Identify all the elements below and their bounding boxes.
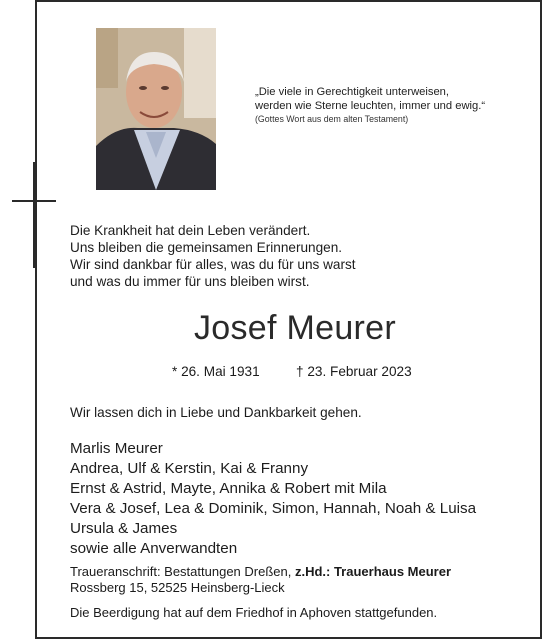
quote-line: werden wie Sterne leuchten, immer und ewig.“ — [255, 99, 486, 112]
cross-vertical — [33, 162, 35, 268]
cross-icon — [12, 200, 56, 202]
poem-line: Die Krankheit hat dein Leben verändert. — [70, 223, 311, 238]
mourner-line: Ursula & James — [70, 520, 178, 537]
mourner-line: Ernst & Astrid, Mayte, Annika & Robert mit Mila — [70, 480, 387, 497]
birth-date: * 26. Mai 1931 — [172, 364, 260, 379]
bible-quote — [255, 86, 535, 125]
poem-line: und was du immer für uns bleiben wirst. — [70, 274, 310, 289]
deceased-name: Josef Meurer — [193, 309, 396, 347]
death-date: † 23. Februar 2023 — [296, 364, 412, 379]
mourner-line: sowie alle Anverwandten — [70, 540, 238, 557]
address-bold: z.Hd.: Trauerhaus Meurer — [294, 564, 452, 579]
poem — [70, 222, 356, 290]
quote-source: (Gottes Wort aus dem alten Testament) — [255, 114, 409, 124]
address-prefix: Traueranschrift: Bestattungen Dreßen, — [70, 564, 295, 579]
quote-line: „Die viele in Gerechtigkeit unterweisen, — [255, 86, 450, 98]
mourner-line: Vera & Josef, Lea & Dominik, Simon, Hannah, Noah & Luisa — [70, 500, 477, 517]
funeral-note: Die Beerdigung hat auf dem Friedhof in Aphoven stattgefunden. — [70, 605, 438, 620]
address-line2: Rossberg 15, 52525 Heinsberg-Lieck — [70, 580, 285, 595]
mourners-list — [70, 439, 476, 559]
mourner-line: Andrea, Ulf & Kerstin, Kai & Franny — [70, 460, 309, 477]
mourning-address — [70, 564, 451, 596]
portrait-photo — [96, 28, 216, 190]
poem-line: Wir sind dankbar für alles, was du für uns warst — [70, 257, 356, 272]
poem-line: Uns bleiben die gemeinsamen Erinnerungen. — [70, 240, 343, 255]
mourner-line: Marlis Meurer — [70, 440, 163, 457]
farewell-text: Wir lassen dich in Liebe und Dankbarkeit gehen. — [70, 405, 362, 420]
